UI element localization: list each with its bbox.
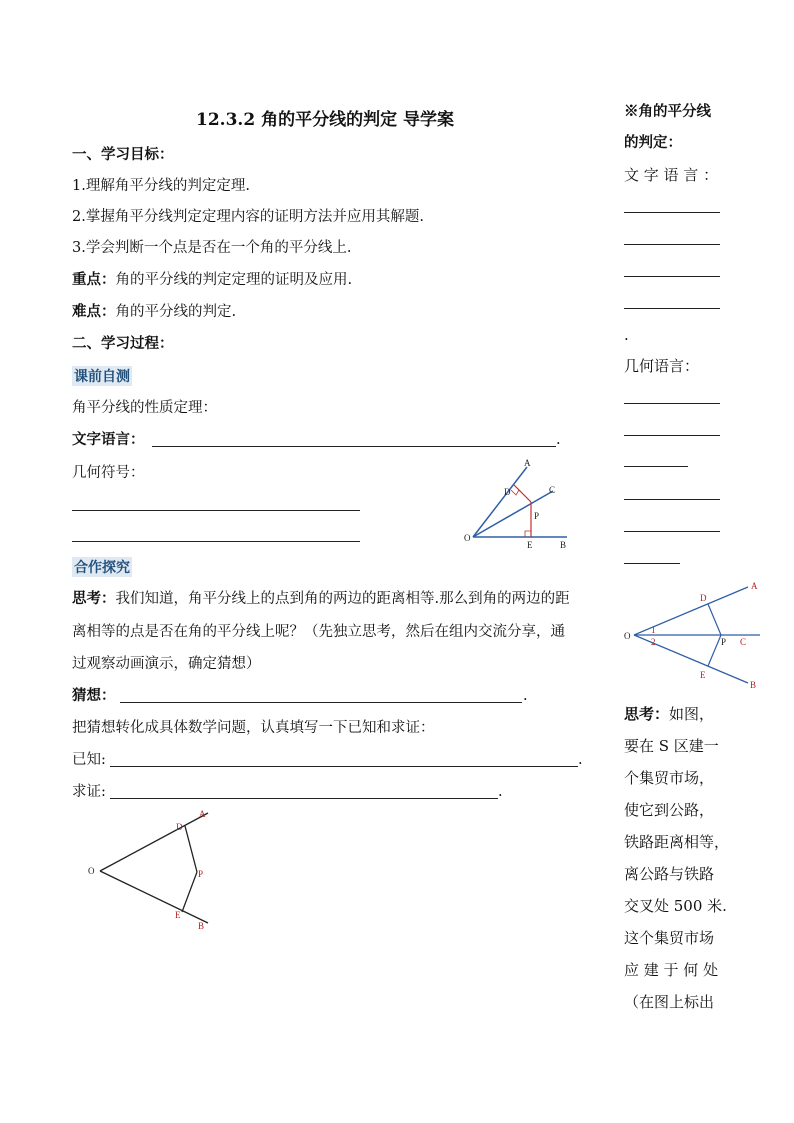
fig1-ray-oa [473, 467, 527, 537]
convert-text: 把猜想转化成具体数学问题，认真填写一下已知和求证： [72, 720, 435, 736]
sidebar-think-line-7: 交叉处 500 米. [624, 897, 727, 915]
think-text-1: 我们知道，角平分线上的点到角的两边的距离相等.那么到角的两边的距 [115, 591, 570, 607]
prove-label: 求证: [72, 784, 106, 800]
given-period: . [578, 752, 583, 768]
fig3-segment-dp [708, 604, 721, 635]
cooperation-tag: 合作探究 [72, 557, 132, 577]
sidebar-think-label: 思考： [624, 705, 670, 723]
fig1-right-angle-d [511, 490, 519, 495]
goal-1: 1.理解角平分线的判定定理. [72, 178, 250, 194]
sidebar-geo-blank-1[interactable] [624, 403, 720, 404]
page-title: 12.3.2 角的平分线的判定 导学案 [196, 110, 454, 130]
section-1-heading: 一、学习目标： [72, 146, 174, 163]
difficulty-text: 角的平分线的判定. [115, 304, 237, 320]
fig1-right-angle-e [525, 531, 531, 537]
fig2-label-b: B [198, 921, 205, 931]
sidebar-heading-2: 的判定： [624, 134, 682, 151]
sidebar-text-language: 文 字 语 言 ： [624, 166, 719, 184]
fig2-label-o: O [88, 866, 95, 876]
think-line-2: 离相等的点是否在角的平分线上呢？（先独立思考，然后在组内交流分享，通 [72, 624, 565, 640]
guess-period: . [523, 688, 528, 704]
sidebar-think-line-2: 要在 S 区建一 [624, 737, 719, 755]
fig1-label-d: D [504, 487, 511, 497]
sidebar-think-line-8: 这个集贸市场 [624, 929, 715, 947]
fig3-label-o: O [624, 631, 631, 641]
guess-blank[interactable] [120, 702, 522, 703]
fig2-segment-pe [182, 872, 197, 912]
sidebar-think-line-3: 个集贸市场， [624, 769, 715, 787]
fig1-ray-oc [473, 491, 553, 537]
geo-symbol-label: 几何符号： [72, 465, 145, 481]
sidebar-think-line-5: 铁路距离相等， [624, 833, 730, 851]
sidebar-geo-blank-4[interactable] [624, 499, 720, 500]
fig3-segment-pe [708, 635, 721, 666]
pre-class-tag: 课前自测 [72, 366, 132, 386]
goal-3: 3.学会判断一个点是否在一个角的平分线上. [72, 240, 352, 256]
guess-label: 猜想： [72, 687, 116, 704]
think-line-1 [72, 589, 570, 609]
text-language-label: 文字语言： [72, 431, 145, 448]
property-theorem: 角平分线的性质定理： [72, 400, 217, 416]
figure-2-quadrilateral [82, 805, 217, 935]
fig1-label-a: A [524, 458, 531, 468]
sidebar-think-line-9: 应 建 于 何 处 [624, 961, 719, 979]
geo-symbol-blank-1[interactable] [72, 510, 360, 511]
sidebar-think-line-1 [624, 704, 714, 724]
sidebar-geo-language: 几何语言： [624, 357, 700, 375]
sidebar-text-blank-3[interactable] [624, 276, 720, 277]
fig3-label-b: B [750, 680, 757, 690]
sidebar-dot: . [624, 326, 629, 344]
fig3-label-angle-1: 1 [651, 625, 656, 635]
prove-blank[interactable] [110, 798, 498, 799]
key-point-text: 角的平分线的判定定理的证明及应用. [115, 272, 353, 288]
fig2-label-a: A [199, 809, 206, 819]
fig1-label-o: O [464, 533, 471, 543]
sidebar-think-line-10: （在图上标出 [624, 993, 715, 1011]
text-language-blank[interactable] [152, 446, 556, 447]
geo-symbol-blank-2[interactable] [72, 541, 360, 542]
section-2-heading: 二、学习过程： [72, 335, 174, 352]
sidebar-heading-1: ※角的平分线 [624, 103, 711, 120]
fig1-label-p: P [534, 511, 540, 521]
text-language-period: . [556, 432, 561, 448]
think-label: 思考： [72, 590, 116, 607]
sidebar-text-blank-4[interactable] [624, 308, 720, 309]
fig2-ray-ob [100, 871, 208, 923]
fig3-label-d: D [700, 593, 707, 603]
fig2-segment-dp [185, 826, 197, 872]
given-label: 已知: [72, 752, 106, 768]
sidebar-geo-blank-3[interactable] [624, 466, 688, 467]
fig2-label-e: E [175, 910, 181, 920]
fig3-label-a: A [751, 581, 758, 591]
fig2-label-p: P [198, 869, 204, 879]
sidebar-geo-blank-2[interactable] [624, 435, 720, 436]
fig1-label-c: C [549, 485, 556, 495]
prove-period: . [498, 784, 503, 800]
sidebar-think-text-1: 如图， [669, 705, 715, 723]
sidebar-think-line-6: 离公路与铁路 [624, 865, 715, 883]
figure-1-angle-bisector [455, 455, 585, 555]
sidebar-geo-blank-5[interactable] [624, 531, 720, 532]
key-point-label: 重点： [72, 271, 116, 288]
sidebar-text-blank-1[interactable] [624, 212, 720, 213]
figure-3-angle-bisector [620, 575, 790, 695]
difficulty-label: 难点： [72, 303, 116, 320]
think-line-3: 过观察动画演示，确定猜想） [72, 656, 261, 672]
sidebar-text-blank-2[interactable] [624, 244, 720, 245]
fig3-label-c: C [740, 637, 747, 647]
sidebar-think-line-4: 使它到公路， [624, 801, 715, 819]
fig1-label-b: B [560, 540, 567, 550]
fig2-ray-oa [100, 813, 208, 871]
sidebar-geo-blank-6[interactable] [624, 563, 680, 564]
fig2-label-d: D [176, 822, 183, 832]
goal-2: 2.掌握角平分线判定定理内容的证明方法并应用其解题. [72, 209, 424, 225]
fig1-label-e: E [527, 540, 533, 550]
key-point [72, 270, 352, 290]
given-blank[interactable] [110, 766, 578, 767]
fig3-label-e: E [700, 670, 706, 680]
difficulty [72, 302, 236, 322]
fig3-label-angle-2: 2 [651, 637, 656, 647]
fig3-label-p: P [721, 637, 727, 647]
